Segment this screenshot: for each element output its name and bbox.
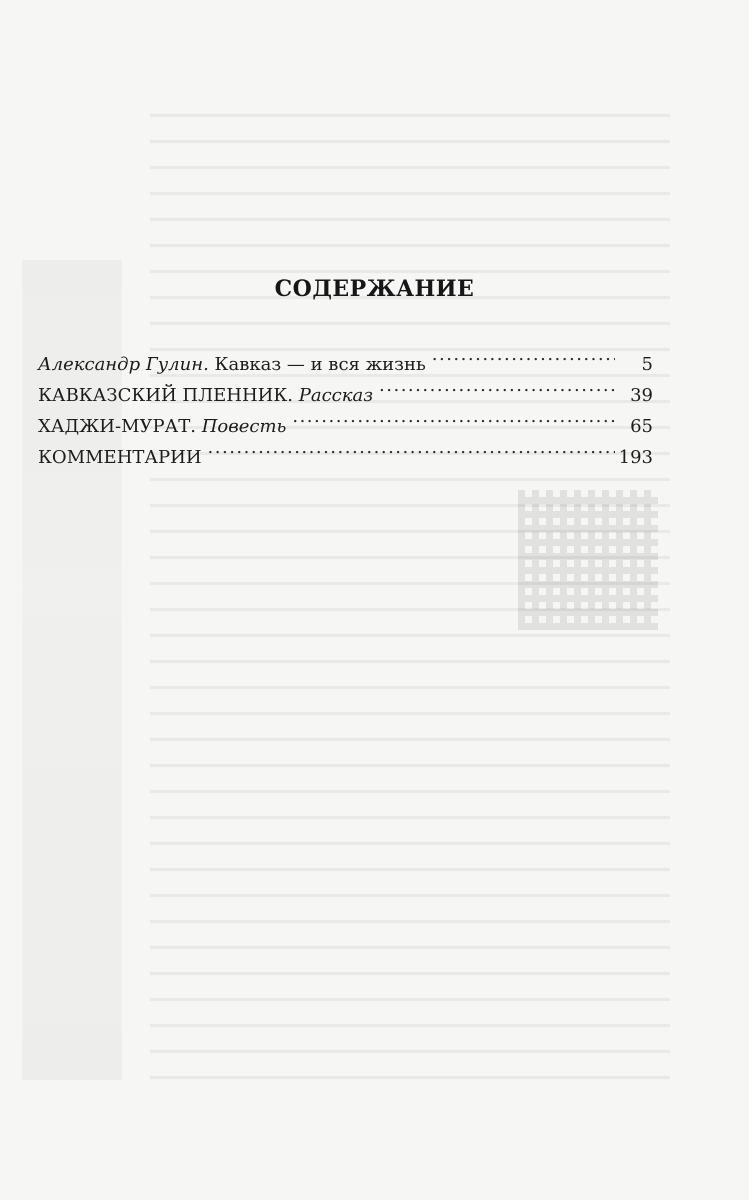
- toc-page-number: 39: [630, 385, 653, 406]
- toc-entry-intro[interactable]: [38, 339, 653, 375]
- toc-title: Кавказ — и вся жизнь: [214, 354, 426, 375]
- toc-entry-text: [38, 442, 202, 473]
- dot-leader: [208, 432, 615, 463]
- toc-page-number: 5: [641, 354, 653, 375]
- toc-title: КАВКАЗСКИЙ ПЛЕННИК.: [38, 385, 293, 406]
- contents-heading: СОДЕРЖАНИЕ: [274, 276, 475, 302]
- toc-entry-text: [38, 349, 426, 380]
- toc-page-number: 65: [630, 416, 653, 437]
- dot-leader: [432, 339, 615, 370]
- toc-genre: Повесть: [201, 416, 287, 437]
- dot-leader: [292, 401, 615, 432]
- dot-leader: [379, 370, 615, 401]
- toc-title: ХАДЖИ-МУРАТ.: [38, 416, 196, 437]
- toc-author: Александр Гулин.: [38, 354, 209, 375]
- bleed-through-qr-code: [518, 490, 658, 630]
- toc-genre: Рассказ: [298, 385, 374, 406]
- toc-title: КОММЕНТАРИИ: [38, 447, 202, 468]
- toc-page-number: 193: [618, 447, 653, 468]
- table-of-contents: [38, 339, 653, 468]
